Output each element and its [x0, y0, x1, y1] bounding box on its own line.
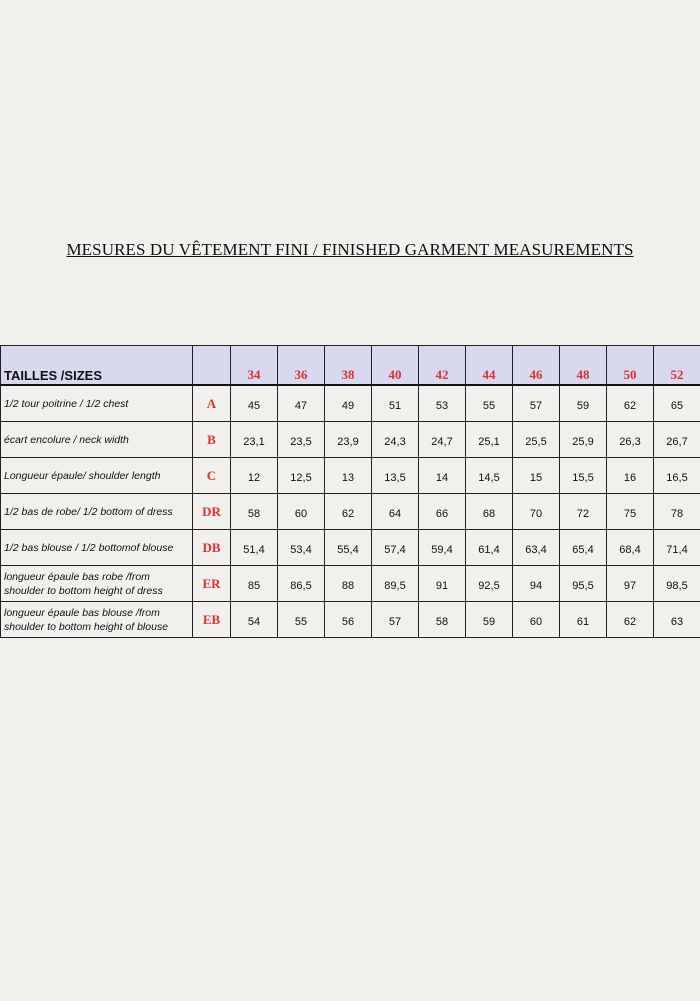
measurement-value: 85	[231, 566, 278, 602]
measurement-value: 94	[513, 566, 560, 602]
measurement-value: 68,4	[607, 530, 654, 566]
measurement-value: 16,5	[654, 458, 700, 494]
measurement-value: 97	[607, 566, 654, 602]
measurement-label: 1/2 tour poitrine / 1/2 chest	[1, 385, 193, 422]
size-header: 52	[654, 346, 700, 386]
table-row	[1, 566, 700, 602]
measurement-value: 24,3	[372, 422, 419, 458]
measurement-value: 47	[278, 385, 325, 422]
measurement-value: 60	[513, 602, 560, 638]
table-row	[1, 494, 700, 530]
measurement-value: 65	[654, 385, 700, 422]
measurement-value: 57	[372, 602, 419, 638]
measurement-value: 53,4	[278, 530, 325, 566]
measurement-value: 65,4	[560, 530, 607, 566]
table-row	[1, 422, 700, 458]
size-header: 34	[231, 346, 278, 386]
measurement-value: 68	[466, 494, 513, 530]
measurement-value: 98,5	[654, 566, 700, 602]
measurement-value: 59,4	[419, 530, 466, 566]
size-header: 48	[560, 346, 607, 386]
measurement-value: 51,4	[231, 530, 278, 566]
measurement-value: 88	[325, 566, 372, 602]
measurement-value: 78	[654, 494, 700, 530]
measurement-value: 89,5	[372, 566, 419, 602]
measurement-value: 15,5	[560, 458, 607, 494]
measurement-value: 75	[607, 494, 654, 530]
measurement-label: longueur épaule bas robe /from shoulder to bottom height of dress	[1, 566, 193, 602]
measurement-value: 86,5	[278, 566, 325, 602]
measurement-value: 63	[654, 602, 700, 638]
measurement-value: 64	[372, 494, 419, 530]
measurement-code: A	[193, 385, 231, 422]
size-header: 46	[513, 346, 560, 386]
measurement-value: 59	[466, 602, 513, 638]
measurement-value: 25,1	[466, 422, 513, 458]
page-title: MESURES DU VÊTEMENT FINI / FINISHED GARMENT MEASUREMENTS	[66, 240, 634, 259]
size-header: 44	[466, 346, 513, 386]
measurement-code: C	[193, 458, 231, 494]
measurement-code: ER	[193, 566, 231, 602]
measurement-value: 23,1	[231, 422, 278, 458]
measurement-value: 61,4	[466, 530, 513, 566]
measurement-value: 24,7	[419, 422, 466, 458]
measurement-code: DR	[193, 494, 231, 530]
measurement-value: 58	[231, 494, 278, 530]
measurement-value: 51	[372, 385, 419, 422]
measurement-value: 45	[231, 385, 278, 422]
measurement-value: 55,4	[325, 530, 372, 566]
size-header: 38	[325, 346, 372, 386]
measurement-value: 12	[231, 458, 278, 494]
measurement-value: 71,4	[654, 530, 700, 566]
measurement-value: 61	[560, 602, 607, 638]
measurement-code: DB	[193, 530, 231, 566]
header-row	[1, 346, 700, 386]
measurement-value: 16	[607, 458, 654, 494]
measurements-table	[0, 345, 700, 638]
table-row	[1, 530, 700, 566]
measurement-value: 60	[278, 494, 325, 530]
measurement-value: 70	[513, 494, 560, 530]
code-header-cell	[193, 346, 231, 386]
table-row	[1, 458, 700, 494]
sizes-header-label: TAILLES /SIZES	[1, 346, 193, 386]
measurement-label: longueur épaule bas blouse /from shoulder to bottom height of blouse	[1, 602, 193, 638]
measurement-value: 23,5	[278, 422, 325, 458]
measurement-value: 15	[513, 458, 560, 494]
measurement-value: 26,3	[607, 422, 654, 458]
size-header: 40	[372, 346, 419, 386]
measurement-label: 1/2 bas de robe/ 1/2 bottom of dress	[1, 494, 193, 530]
measurement-value: 63,4	[513, 530, 560, 566]
measurement-value: 62	[607, 385, 654, 422]
measurement-value: 92,5	[466, 566, 513, 602]
measurement-value: 66	[419, 494, 466, 530]
measurement-label: 1/2 bas blouse / 1/2 bottomof blouse	[1, 530, 193, 566]
size-header: 50	[607, 346, 654, 386]
measurement-value: 25,5	[513, 422, 560, 458]
measurement-label: écart encolure / neck width	[1, 422, 193, 458]
measurement-value: 59	[560, 385, 607, 422]
measurement-value: 12,5	[278, 458, 325, 494]
measurement-value: 14,5	[466, 458, 513, 494]
measurement-value: 72	[560, 494, 607, 530]
measurement-value: 13	[325, 458, 372, 494]
measurement-value: 56	[325, 602, 372, 638]
measurement-value: 95,5	[560, 566, 607, 602]
table-row	[1, 602, 700, 638]
measurement-code: B	[193, 422, 231, 458]
measurement-value: 23,9	[325, 422, 372, 458]
size-header: 42	[419, 346, 466, 386]
measurement-value: 58	[419, 602, 466, 638]
measurement-value: 49	[325, 385, 372, 422]
measurement-value: 62	[607, 602, 654, 638]
table-row	[1, 385, 700, 422]
measurement-code: EB	[193, 602, 231, 638]
measurement-value: 57,4	[372, 530, 419, 566]
measurement-value: 13,5	[372, 458, 419, 494]
measurement-value: 54	[231, 602, 278, 638]
measurement-value: 25,9	[560, 422, 607, 458]
measurement-value: 91	[419, 566, 466, 602]
measurement-value: 55	[278, 602, 325, 638]
measurement-value: 26,7	[654, 422, 700, 458]
measurement-value: 53	[419, 385, 466, 422]
measurement-value: 55	[466, 385, 513, 422]
measurement-value: 14	[419, 458, 466, 494]
size-header: 36	[278, 346, 325, 386]
measurement-value: 57	[513, 385, 560, 422]
measurement-value: 62	[325, 494, 372, 530]
measurement-label: Longueur épaule/ shoulder length	[1, 458, 193, 494]
